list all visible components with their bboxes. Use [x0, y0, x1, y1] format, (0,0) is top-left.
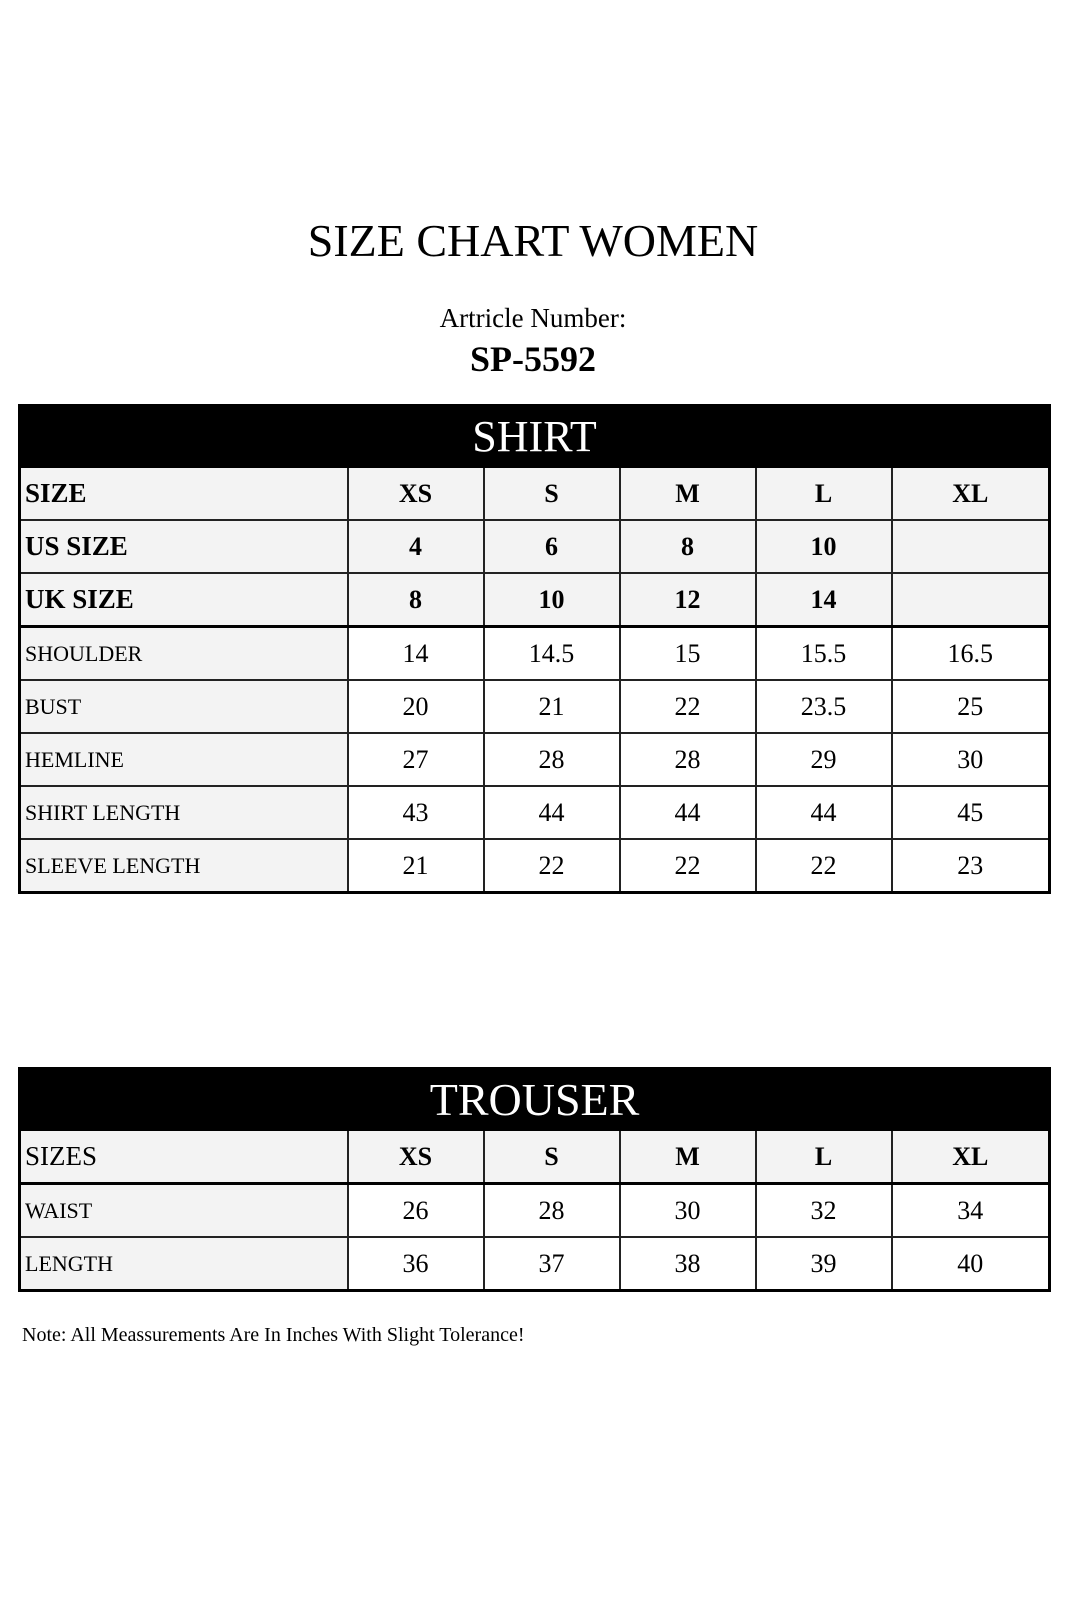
measure-cell: 29: [756, 733, 892, 786]
measure-cell: 15: [620, 627, 756, 681]
uk-size-cell: 14: [756, 573, 892, 627]
size-cell: XS: [348, 467, 484, 521]
measurement-note: Note: All Meassurements Are In Inches With Slight Tolerance!: [22, 1324, 525, 1346]
measure-cell: 25: [892, 680, 1050, 733]
measure-cell: 40: [892, 1237, 1050, 1291]
us-size-label: US SIZE: [20, 520, 348, 573]
measure-cell: 22: [756, 839, 892, 893]
trouser-section-header: TROUSER: [20, 1069, 1050, 1130]
measure-cell: 44: [756, 786, 892, 839]
page-title: SIZE CHART WOMEN: [307, 215, 759, 266]
uk-size-cell: 8: [348, 573, 484, 627]
uk-size-cell: 10: [484, 573, 620, 627]
measure-cell: 30: [620, 1184, 756, 1238]
uk-size-cell: [892, 573, 1050, 627]
sleeve-length-label: SLEEVE LENGTH: [20, 839, 348, 893]
shoulder-label: SHOULDER: [20, 627, 348, 681]
measure-cell: 22: [484, 839, 620, 893]
shoulder-row: [20, 627, 1050, 681]
measure-cell: 37: [484, 1237, 620, 1291]
size-cell: L: [756, 1130, 892, 1184]
us-size-cell: 6: [484, 520, 620, 573]
measure-cell: 27: [348, 733, 484, 786]
size-cell: XS: [348, 1130, 484, 1184]
trouser-header-row: [20, 1069, 1050, 1130]
us-size-cell: 10: [756, 520, 892, 573]
size-cell: S: [484, 1130, 620, 1184]
measure-cell: 32: [756, 1184, 892, 1238]
shirt-section-header: SHIRT: [20, 406, 1050, 467]
measure-cell: 45: [892, 786, 1050, 839]
size-cell: XL: [892, 467, 1050, 521]
measure-cell: 44: [620, 786, 756, 839]
measure-cell: 28: [620, 733, 756, 786]
shirt-header-row: [20, 406, 1050, 467]
size-cell: S: [484, 467, 620, 521]
measure-cell: 22: [620, 680, 756, 733]
us-size-cell: 8: [620, 520, 756, 573]
measure-cell: 26: [348, 1184, 484, 1238]
measure-cell: 28: [484, 733, 620, 786]
measure-cell: 22: [620, 839, 756, 893]
trouser-length-row: [20, 1237, 1050, 1291]
measure-cell: 23: [892, 839, 1050, 893]
article-number-label: Artricle Number:: [439, 303, 627, 333]
measure-cell: 28: [484, 1184, 620, 1238]
bust-label: BUST: [20, 680, 348, 733]
measure-cell: 30: [892, 733, 1050, 786]
measure-cell: 15.5: [756, 627, 892, 681]
measure-cell: 14: [348, 627, 484, 681]
measure-cell: 21: [484, 680, 620, 733]
trouser-sizes-label: SIZES: [20, 1130, 348, 1184]
waist-label: WAIST: [20, 1184, 348, 1238]
trouser-size-row: [20, 1130, 1050, 1184]
us-size-cell: 4: [348, 520, 484, 573]
measure-cell: 21: [348, 839, 484, 893]
measure-cell: 38: [620, 1237, 756, 1291]
size-cell: L: [756, 467, 892, 521]
hemline-label: HEMLINE: [20, 733, 348, 786]
trouser-length-label: LENGTH: [20, 1237, 348, 1291]
measure-cell: 43: [348, 786, 484, 839]
size-cell: M: [620, 467, 756, 521]
measure-cell: 36: [348, 1237, 484, 1291]
sleeve-length-row: [20, 839, 1050, 893]
us-size-row: [20, 520, 1050, 573]
measure-cell: 23.5: [756, 680, 892, 733]
shirt-length-row: [20, 786, 1050, 839]
shirt-size-table: [18, 404, 1051, 894]
trouser-size-table: [18, 1067, 1051, 1292]
shirt-length-label: SHIRT LENGTH: [20, 786, 348, 839]
uk-size-row: [20, 573, 1050, 627]
measure-cell: 39: [756, 1237, 892, 1291]
size-cell: XL: [892, 1130, 1050, 1184]
shirt-size-row: [20, 467, 1050, 521]
shirt-size-label: SIZE: [20, 467, 348, 521]
bust-row: [20, 680, 1050, 733]
waist-row: [20, 1184, 1050, 1238]
measure-cell: 16.5: [892, 627, 1050, 681]
measure-cell: 34: [892, 1184, 1050, 1238]
size-cell: M: [620, 1130, 756, 1184]
uk-size-label: UK SIZE: [20, 573, 348, 627]
article-number-value: SP-5592: [470, 339, 596, 379]
us-size-cell: [892, 520, 1050, 573]
measure-cell: 14.5: [484, 627, 620, 681]
measure-cell: 44: [484, 786, 620, 839]
measure-cell: 20: [348, 680, 484, 733]
uk-size-cell: 12: [620, 573, 756, 627]
hemline-row: [20, 733, 1050, 786]
